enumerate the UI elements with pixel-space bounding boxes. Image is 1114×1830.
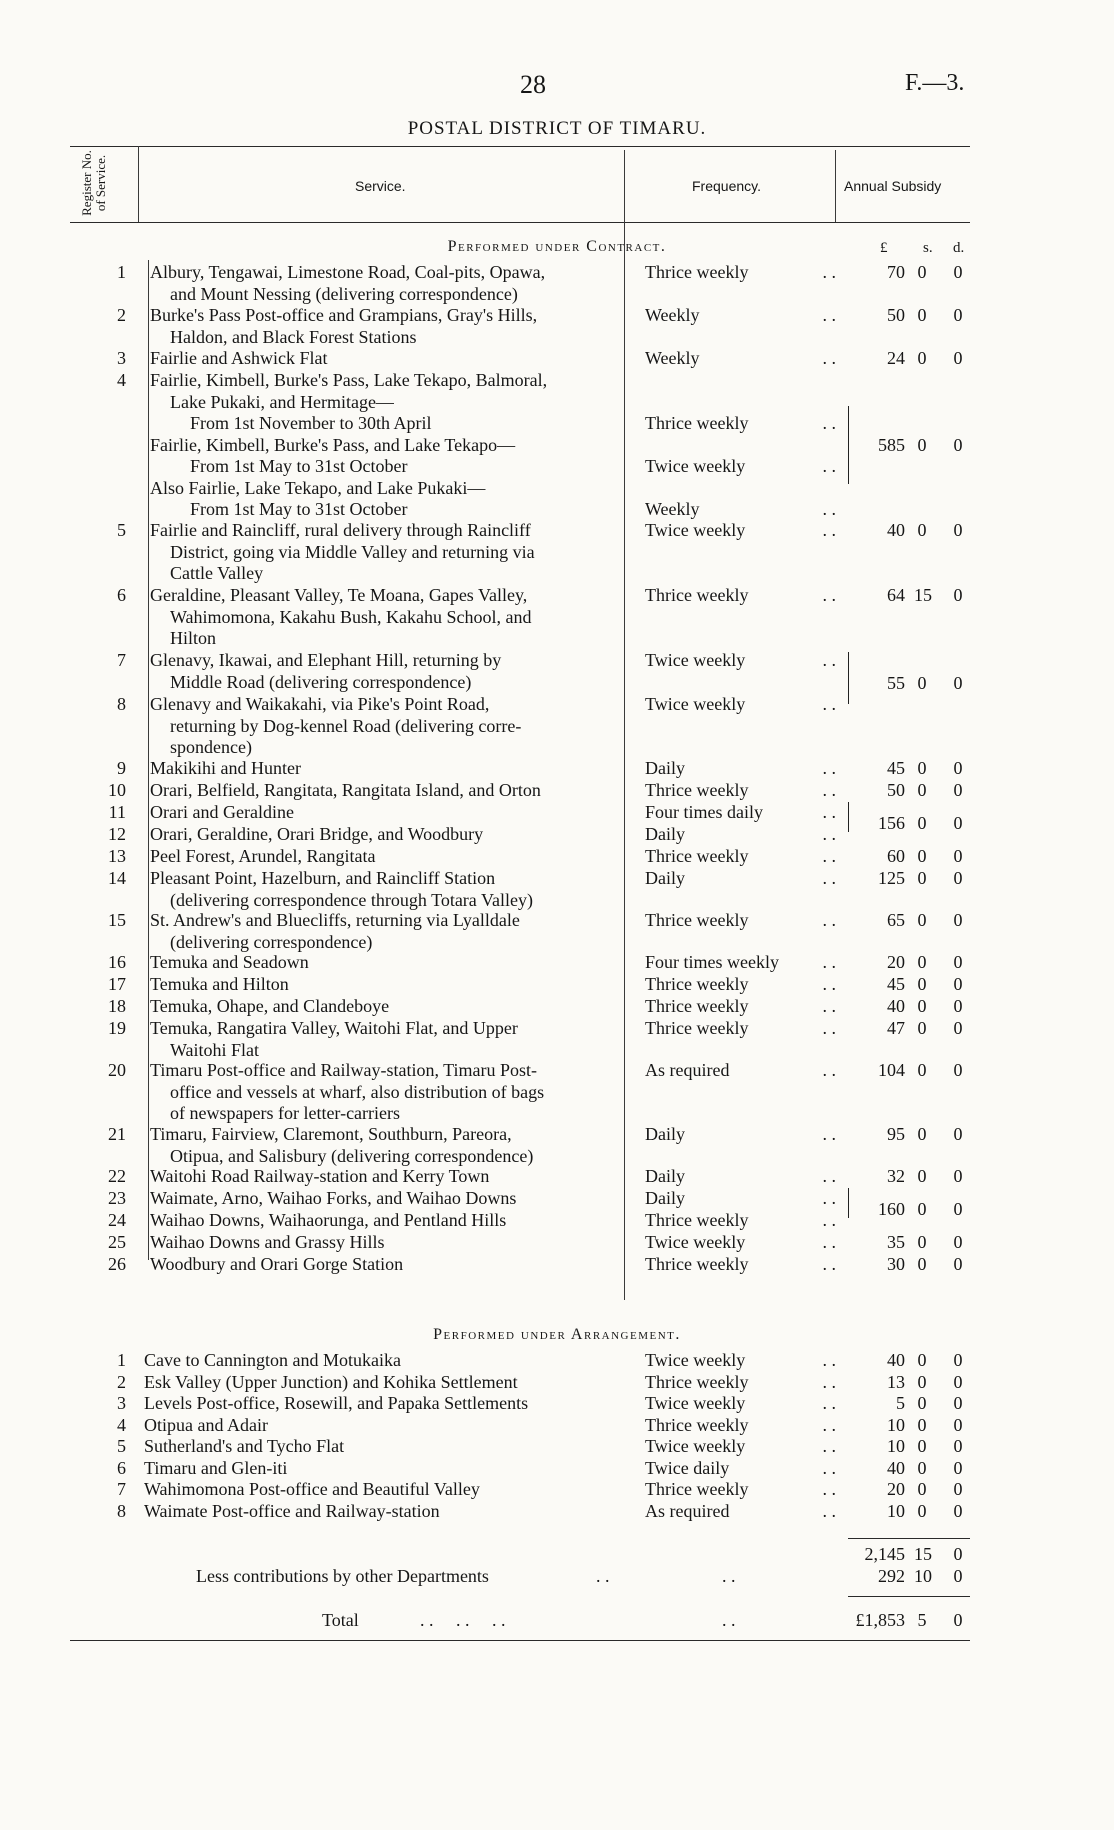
subsidy-pence: 0 (953, 813, 963, 834)
total-pence: 0 (953, 1610, 963, 1630)
service-description (150, 694, 620, 759)
service-line: Middle Road (delivering correspondence) (170, 671, 472, 692)
subsidy-shillings: 0 (917, 1457, 927, 1478)
header-bottom-rule (70, 222, 970, 223)
subsidy-pounds: 10 (887, 1436, 905, 1456)
register-number: 17 (108, 974, 126, 994)
subsidy-pounds: 45 (887, 758, 905, 778)
frequency-cell: Thrice weekly (645, 1414, 749, 1435)
subsidy-pounds: 10 (887, 1414, 905, 1435)
service-line: Temuka and Hilton (150, 974, 289, 994)
subsidy-pence: 0 (953, 262, 963, 282)
register-number: 14 (108, 868, 126, 888)
register-number: 8 (117, 1500, 126, 1521)
service-description: Wahimomona Post-office and Beautiful Valley (144, 1479, 480, 1499)
subsidy-shillings: 0 (917, 1124, 927, 1144)
frequency-cell: Thrice weekly (645, 910, 749, 930)
service-line: From 1st May to 31st October (190, 499, 408, 519)
frequency-cell: Daily (645, 1166, 685, 1186)
service-description (150, 824, 620, 846)
subsidy-shillings: 0 (917, 1436, 927, 1456)
column-divider (138, 146, 139, 222)
service-line: Fairlie and Raincliff, rural delivery through Raincliff (150, 520, 531, 540)
subsidy-pence: 0 (953, 1060, 963, 1080)
frequency-cell: Daily (645, 824, 685, 844)
frequency-cell: Twice weekly (645, 1350, 746, 1370)
service-line: (delivering correspondence through Totara Valley) (170, 889, 533, 910)
service-description (150, 1124, 620, 1167)
service-line: St. Andrew's and Bluecliffs, returning via Lyalldale (150, 910, 520, 930)
subsidy-column-header: Annual Subsidy (844, 178, 942, 194)
subsidy-pounds: 70 (887, 262, 905, 282)
subsidy-shillings: 0 (917, 1393, 927, 1413)
service-line: Fairlie and Ashwick Flat (150, 348, 328, 368)
service-description (150, 520, 620, 585)
service-description (150, 262, 620, 305)
service-line: (delivering correspondence) (170, 931, 373, 952)
subsidy-pence: 0 (953, 1479, 963, 1499)
register-number: 6 (117, 585, 126, 605)
subsidy-pence: 0 (953, 1199, 963, 1220)
frequency-cell: Twice weekly (645, 650, 746, 670)
subsidy-shillings: 0 (917, 1479, 927, 1499)
subsidy-pence: 0 (953, 1371, 963, 1392)
subsidy-shillings: 0 (917, 1199, 927, 1220)
frequency-cell: Daily (645, 868, 685, 888)
service-line: Temuka and Seadown (150, 952, 309, 972)
subsidy-pounds: 160 (878, 1199, 905, 1220)
subsidy-pounds: 585 (878, 434, 905, 455)
less-contributions-label: Less contributions by other Departments (196, 1566, 489, 1586)
register-number: 4 (117, 370, 126, 390)
subsidy-pence: 0 (953, 1254, 963, 1274)
subsidy-shillings: 0 (917, 952, 927, 972)
table-bottom-rule (70, 1640, 970, 1641)
service-description (150, 846, 620, 868)
service-line: spondence) (170, 737, 252, 757)
register-number: 3 (117, 1393, 126, 1413)
frequency-cell: Daily (645, 1124, 685, 1144)
service-description: Cave to Cannington and Motukaika (144, 1350, 401, 1370)
service-line: Makikihi and Hunter (150, 758, 301, 778)
subsidy-pence: 0 (953, 305, 963, 325)
subsidy-pounds: 32 (887, 1166, 905, 1186)
subsidy-pence: 0 (953, 1232, 963, 1252)
service-line: Burke's Pass Post-office and Grampians, Gray's Hills, (150, 305, 538, 325)
frequency-cell: Thrice weekly (645, 1018, 749, 1038)
column-divider (835, 150, 836, 222)
subsidy-shillings: 0 (917, 846, 927, 866)
document-page: 28 F.—3. POSTAL DISTRICT OF TIMARU. Register No. of Service. Service. Frequency. Annual Subsidy Performed under Contract. £ s. d. 1 Albury, Tengawai, Limestone Road, Coal-pits, Opawa, and Mount Nessing (delivering correspondence) Thrice weekly . . 70 0 0 2 Burke's Pass Post-office and Grampians, Gray's Hills, Haldon, and Black Forest Stations Weekly . . 50 0 0 3 Fairlie and Ashwick Flat Weekly . . 24 0 0 4 Fairlie, Kimbell, Burke's Pass, Lake Tekapo, Balmoral, Lake Pukaki, and Hermitage— From 1st November to 30th April Fairlie, Kimbell, Burke's Pass, and Lake Tekapo— From 1st May to 31st October Also Fairlie, Lake Tekapo, and Lake Pukaki— From 1st May to 31st October Thrice weekly . . Twice weekly . . Weekly . . 585 0 0 5 Fairlie and Raincliff, rural delivery through Raincliff District, going via Middle Valley and returning via Cattle Valley Twice weekly . . 40 0 0 6 Geraldine, Pleasant Valley, Te Moana, Gapes Valley, Wahimomona, Kakahu Bush, Kakahu School, and Hilton Thrice weekly . . 64 15 0 7 Glenavy, Ikawai, and Elephant Hill, returning by Middle Road (delivering correspondence) Twice weekly . . 8 Glenavy and Waikakahi, via Pike's Point Road, returning by Dog-kennel Road (delivering corre- spondence) Twice weekly . . 55 0 0 9 Makikihi and Hunter Daily . . 45 0 0 10 Orari, Belfield, Rangitata, Rangitata Island, and Orton Thrice weekly . . 50 0 0 11 Orari and Geraldine Four times daily . . 12 Orari, Geraldine, Orari Bridge, and Woodbury Daily . . 156 0 0 13 Peel Forest, Arundel, Rangitata Thrice weekly . . 60 0 0 14 Pleasant Point, Hazelburn, and Raincliff Station (delivering correspondence through Totara Valley) Daily . . 125 0 0 15 St. Andrew's and Bluecliffs, returning via Lyalldale (delivering correspondence) Thrice weekly . . 65 0 0 16 Temuka and Seadown Four times weekly . . 20 0 0 17 Temuka and Hilton Thrice weekly . . 45 0 0 18 Temuka, Ohape, and Clandeboye Thrice weekly . . 40 0 0 19 Temuka, Rangatira Valley, Waitohi Flat, and Upper Waitohi Flat Thrice weekly . . 47 0 0 20 Timaru Post-office and Railway-station, Timaru Post- office and vessels at wharf, also distribution of bags of newspapers for letter-carriers As required . . 104 0 0 21 Timaru, Fairview, Claremont, Southburn, Pareora, Otipua, and Salisbury (delivering correspondence) Daily . . 95 0 0 22 Waitohi Road Railway-station and Kerry Town Daily . . 32 0 0 23 Waimate, Arno, Waihao Forks, and Waihao Downs Daily . . 24 Waihao Downs, Waihaorunga, and Pentland Hills Thrice weekly . . 160 0 0 25 Waihao Downs and Grassy Hills Twice weekly . . 35 0 0 26 Woodbury and Orari Gorge Station Thrice weekly . . 30 0 0 1 Cave to Cannington and Motukaika Twice weekly . . 40 0 0 2 Esk Valley (Upper Junction) and Kohika Settlement Thrice weekly . . 13 0 0 3 Levels Post-office, Rosewill, and Papaka Settlements Twice weekly . . 5 0 0 4 Otipua and Adair Thrice weekly . . 10 0 0 5 Sutherland's and Tycho Flat Twice weekly . . 10 0 0 6 Timaru and Glen-iti Twice daily . . 40 0 0 7 Wahimomona Post-office and Beautiful Valley Thrice weekly . . 20 0 0 8 Waimate Post-office and Railway-station As required . . 10 0 0 Performed under Arrangement. 2,145 15 0 Less contributions by other Departments . . . . 292 10 0 Total . . . . . . . . £1,853 5 0 (0, 0, 1114, 1830)
register-number: 2 (117, 1371, 126, 1392)
subsidy-pounds: 64 (887, 585, 905, 605)
service-line: Temuka, Rangatira Valley, Waitohi Flat, and Upper (150, 1018, 518, 1038)
shillings-symbol: s. (923, 240, 933, 256)
subsidy-pence: 0 (953, 672, 963, 693)
service-description (150, 1254, 620, 1276)
total-rule (848, 1596, 970, 1597)
subsidy-pounds: 40 (887, 1457, 905, 1478)
register-number: 19 (108, 1018, 126, 1038)
subtotal-pence: 0 (953, 1544, 963, 1564)
service-line: returning by Dog-kennel Road (delivering corre- (170, 715, 522, 736)
service-description (150, 650, 620, 693)
page-title: POSTAL DISTRICT OF TIMARU. (407, 118, 707, 139)
subsidy-pounds: 40 (887, 520, 905, 540)
register-number: 15 (108, 910, 126, 930)
subsidy-pence: 0 (953, 1018, 963, 1038)
pounds-symbol: £ (880, 240, 888, 256)
subsidy-shillings: 0 (917, 1060, 927, 1080)
service-description (150, 802, 620, 824)
register-number: 5 (117, 520, 126, 540)
subsidy-pence: 0 (953, 585, 963, 605)
service-description (150, 370, 620, 521)
service-description (150, 305, 620, 348)
subsidy-pounds: 95 (887, 1124, 905, 1144)
column-divider (148, 260, 149, 1260)
register-number: 22 (108, 1166, 126, 1186)
subsidy-pence: 0 (953, 846, 963, 866)
register-number: 16 (108, 952, 126, 972)
subsidy-pounds: 156 (878, 813, 905, 834)
service-line: and Mount Nessing (delivering correspondence) (170, 283, 518, 304)
register-column-header (74, 148, 132, 228)
frequency-cell: Twice weekly (645, 1232, 746, 1252)
total-pounds: £1,853 (855, 1610, 905, 1630)
subsidy-pounds: 13 (887, 1371, 905, 1392)
page-number: 28 (520, 70, 546, 99)
service-line: Waihao Downs, Waihaorunga, and Pentland Hills (150, 1210, 507, 1230)
total-label: Total (322, 1610, 359, 1630)
subsidy-pounds: 10 (887, 1500, 905, 1521)
service-description (150, 1188, 620, 1210)
register-number: 1 (117, 1350, 126, 1370)
service-line: District, going via Middle Valley and returning via (170, 541, 535, 562)
frequency-cell: As required (645, 1060, 730, 1080)
service-line: Orari, Belfield, Rangitata, Rangitata Island, and Orton (150, 780, 541, 800)
service-line: Lake Pukaki, and Hermitage— (170, 391, 394, 412)
subsidy-pence: 0 (953, 348, 963, 368)
subsidy-shillings: 0 (917, 348, 927, 368)
frequency-cell: Thrice weekly (645, 1210, 749, 1230)
register-number: 7 (117, 1479, 126, 1499)
frequency-cell: Four times weekly (645, 952, 779, 972)
less-pounds: 292 (878, 1566, 905, 1586)
subsidy-pounds: 5 (896, 1393, 905, 1413)
subsidy-pounds: 40 (887, 996, 905, 1016)
service-description (150, 585, 620, 650)
subsidy-pounds: 20 (887, 1479, 905, 1499)
grouping-brace (848, 406, 854, 484)
service-description (150, 1018, 620, 1061)
table-top-rule (70, 146, 970, 147)
subsidy-pence: 0 (953, 952, 963, 972)
grouping-brace (848, 802, 854, 832)
subsidy-shillings: 0 (917, 1254, 927, 1274)
service-line: From 1st May to 31st October (190, 456, 408, 476)
frequency-cell: Thrice weekly (645, 262, 749, 282)
subsidy-pence: 0 (953, 1414, 963, 1435)
subsidy-shillings: 0 (917, 520, 927, 540)
service-line: Orari, Geraldine, Orari Bridge, and Woodbury (150, 824, 484, 844)
frequency-cell: Daily (645, 758, 685, 778)
less-pence: 0 (953, 1566, 963, 1586)
contract-section-title: Performed under Contract. (447, 238, 667, 255)
subsidy-pence: 0 (953, 974, 963, 994)
service-line: Pleasant Point, Hazelburn, and Raincliff Station (150, 868, 496, 888)
register-number: 18 (108, 996, 126, 1016)
frequency-cell: Twice daily (645, 1457, 730, 1478)
subsidy-pounds: 65 (887, 910, 905, 930)
service-column-header: Service. (355, 178, 406, 194)
frequency-cell: Thrice weekly (645, 413, 749, 433)
frequency-cell: Thrice weekly (645, 846, 749, 866)
service-description (150, 780, 620, 802)
service-line: Waimate, Arno, Waihao Forks, and Waihao Downs (150, 1188, 517, 1208)
frequency-cell: Thrice weekly (645, 1254, 749, 1274)
service-line: Timaru Post-office and Railway-station, Timaru Post- (150, 1060, 537, 1080)
register-number: 10 (108, 780, 126, 800)
register-number: 26 (108, 1254, 126, 1274)
service-description: Sutherland's and Tycho Flat (144, 1436, 345, 1456)
frequency-cell: Thrice weekly (645, 1479, 749, 1499)
service-line: Waihao Downs and Grassy Hills (150, 1232, 385, 1252)
frequency-cell: Thrice weekly (645, 1371, 749, 1392)
register-number: 8 (117, 694, 126, 714)
service-line: Glenavy, Ikawai, and Elephant Hill, returning by (150, 650, 502, 670)
subsidy-shillings: 0 (917, 1500, 927, 1521)
service-description: Esk Valley (Upper Junction) and Kohika Settlement (144, 1371, 518, 1392)
register-number: 7 (117, 650, 126, 670)
frequency-cell: Twice weekly (645, 456, 746, 476)
subtotal-rule (848, 1538, 970, 1539)
frequency-cell: Four times daily (645, 802, 763, 822)
register-number: 1 (117, 262, 126, 282)
register-number: 23 (108, 1188, 126, 1208)
register-number: 5 (117, 1436, 126, 1456)
subsidy-shillings: 0 (917, 758, 927, 778)
subsidy-pence: 0 (953, 520, 963, 540)
service-description (150, 1166, 620, 1188)
service-description (150, 1232, 620, 1254)
report-reference: F.—3. (905, 70, 965, 96)
service-line: Cattle Valley (170, 563, 264, 583)
subsidy-pounds: 30 (887, 1254, 905, 1274)
service-line: Fairlie, Kimbell, Burke's Pass, and Lake Tekapo— (150, 434, 516, 455)
subsidy-shillings: 0 (917, 262, 927, 282)
subsidy-pence: 0 (953, 910, 963, 930)
subsidy-shillings: 0 (917, 305, 927, 325)
register-number: 25 (108, 1232, 126, 1252)
frequency-cell: Twice weekly (645, 694, 746, 714)
service-line: Albury, Tengawai, Limestone Road, Coal-pits, Opawa, (150, 262, 546, 282)
subsidy-shillings: 0 (917, 974, 927, 994)
register-number: 13 (108, 846, 126, 866)
subsidy-pence: 0 (953, 1393, 963, 1413)
frequency-cell: Twice weekly (645, 1393, 746, 1413)
service-line: Haldon, and Black Forest Stations (170, 326, 417, 347)
subsidy-pounds: 47 (887, 1018, 905, 1038)
subsidy-shillings: 0 (917, 1350, 927, 1370)
service-description (150, 974, 620, 996)
subsidy-pence: 0 (953, 1457, 963, 1478)
service-line: Peel Forest, Arundel, Rangitata (150, 846, 376, 866)
subsidy-pence: 0 (953, 780, 963, 800)
subtotal-pounds: 2,145 (864, 1544, 905, 1564)
service-line: of newspapers for letter-carriers (170, 1103, 401, 1123)
service-line: Waitohi Road Railway-station and Kerry Town (150, 1166, 490, 1186)
service-line: Otipua, and Salisbury (delivering correspondence) (170, 1145, 534, 1166)
subsidy-pounds: 20 (887, 952, 905, 972)
service-line: From 1st November to 30th April (190, 413, 432, 433)
frequency-cell: Weekly (645, 348, 700, 368)
service-line: Also Fairlie, Lake Tekapo, and Lake Pukaki— (150, 477, 486, 498)
subsidy-pounds: 60 (887, 846, 905, 866)
service-description (150, 952, 620, 974)
service-description: Otipua and Adair (144, 1414, 268, 1435)
frequency-cell: Twice weekly (645, 1436, 746, 1456)
service-description: Timaru and Glen-iti (144, 1457, 288, 1478)
register-number: 24 (108, 1210, 126, 1230)
service-line: Wahimomona, Kakahu Bush, Kakahu School, and (170, 606, 532, 627)
subsidy-shillings: 0 (917, 996, 927, 1016)
subsidy-pounds: 104 (878, 1060, 905, 1080)
service-description (150, 910, 620, 953)
register-number: 6 (117, 1457, 126, 1478)
subsidy-pounds: 55 (887, 672, 905, 693)
column-divider (624, 150, 625, 1300)
subsidy-pence: 0 (953, 1436, 963, 1456)
service-line: Hilton (170, 628, 217, 648)
subsidy-shillings: 0 (917, 813, 927, 834)
service-description (150, 758, 620, 780)
register-number: 11 (108, 802, 126, 822)
subsidy-pence: 0 (953, 868, 963, 888)
subsidy-pence: 0 (953, 996, 963, 1016)
service-line: Glenavy and Waikakahi, via Pike's Point Road, (150, 694, 490, 714)
subsidy-shillings: 0 (917, 1018, 927, 1038)
subsidy-pence: 0 (953, 1124, 963, 1144)
service-line: Orari and Geraldine (150, 802, 294, 822)
register-number: 21 (108, 1124, 126, 1144)
subtotal-shillings: 15 (914, 1544, 932, 1564)
register-number: 4 (117, 1414, 126, 1435)
subsidy-pence: 0 (953, 1500, 963, 1521)
service-description: Levels Post-office, Rosewill, and Papaka Settlements (144, 1393, 529, 1413)
frequency-cell: Daily (645, 1188, 685, 1208)
subsidy-shillings: 15 (914, 585, 932, 605)
frequency-cell: Thrice weekly (645, 974, 749, 994)
frequency-cell: Weekly (645, 499, 700, 519)
service-description (150, 996, 620, 1018)
service-description (150, 1210, 620, 1232)
service-description: Waimate Post-office and Railway-station (144, 1500, 440, 1521)
arrangement-section-title: Performed under Arrangement. (433, 1326, 681, 1343)
subsidy-shillings: 0 (917, 868, 927, 888)
total-shillings: 5 (917, 1610, 927, 1630)
frequency-column-header: Frequency. (692, 178, 761, 194)
subsidy-shillings: 0 (917, 780, 927, 800)
grouping-brace (848, 652, 854, 704)
register-number: 3 (117, 348, 126, 368)
frequency-cell: Thrice weekly (645, 996, 749, 1016)
less-shillings: 10 (914, 1566, 932, 1586)
service-line: Fairlie, Kimbell, Burke's Pass, Lake Tekapo, Balmoral, (150, 370, 548, 390)
service-line: Temuka, Ohape, and Clandeboye (150, 996, 390, 1016)
subsidy-pounds: 50 (887, 780, 905, 800)
subsidy-shillings: 0 (917, 1371, 927, 1392)
frequency-cell: Thrice weekly (645, 780, 749, 800)
subsidy-shillings: 0 (917, 672, 927, 693)
subsidy-pence: 0 (953, 434, 963, 455)
grouping-brace (848, 1188, 854, 1218)
service-line: Timaru, Fairview, Claremont, Southburn, Pareora, (150, 1124, 512, 1144)
subsidy-shillings: 0 (917, 1414, 927, 1435)
register-header-label: Register No. of Service. (79, 150, 108, 216)
service-description (150, 868, 620, 911)
subsidy-pounds: 50 (887, 305, 905, 325)
subsidy-pounds: 40 (887, 1350, 905, 1370)
service-line: Woodbury and Orari Gorge Station (150, 1254, 404, 1274)
service-line: office and vessels at wharf, also distribution of bags (170, 1081, 545, 1102)
service-description (150, 1060, 620, 1125)
subsidy-pence: 0 (953, 758, 963, 778)
subsidy-shillings: 0 (917, 910, 927, 930)
subsidy-pence: 0 (953, 1350, 963, 1370)
subsidy-pounds: 35 (887, 1232, 905, 1252)
subsidy-pence: 0 (953, 1166, 963, 1186)
service-line: Geraldine, Pleasant Valley, Te Moana, Gapes Valley, (150, 585, 528, 605)
subsidy-shillings: 0 (917, 1232, 927, 1252)
register-number: 12 (108, 824, 126, 844)
subsidy-pounds: 24 (887, 348, 905, 368)
pence-symbol: d. (953, 240, 965, 256)
service-description (150, 348, 620, 370)
frequency-cell: Thrice weekly (645, 585, 749, 605)
register-number: 20 (108, 1060, 126, 1080)
frequency-cell: Twice weekly (645, 520, 746, 540)
frequency-cell: As required (645, 1500, 730, 1521)
subsidy-shillings: 0 (917, 434, 927, 455)
subsidy-pounds: 125 (878, 868, 905, 888)
service-line: Waitohi Flat (170, 1039, 260, 1060)
subsidy-pounds: 45 (887, 974, 905, 994)
frequency-cell: Weekly (645, 305, 700, 325)
subsidy-shillings: 0 (917, 1166, 927, 1186)
register-number: 2 (117, 305, 126, 325)
register-number: 9 (117, 758, 126, 778)
